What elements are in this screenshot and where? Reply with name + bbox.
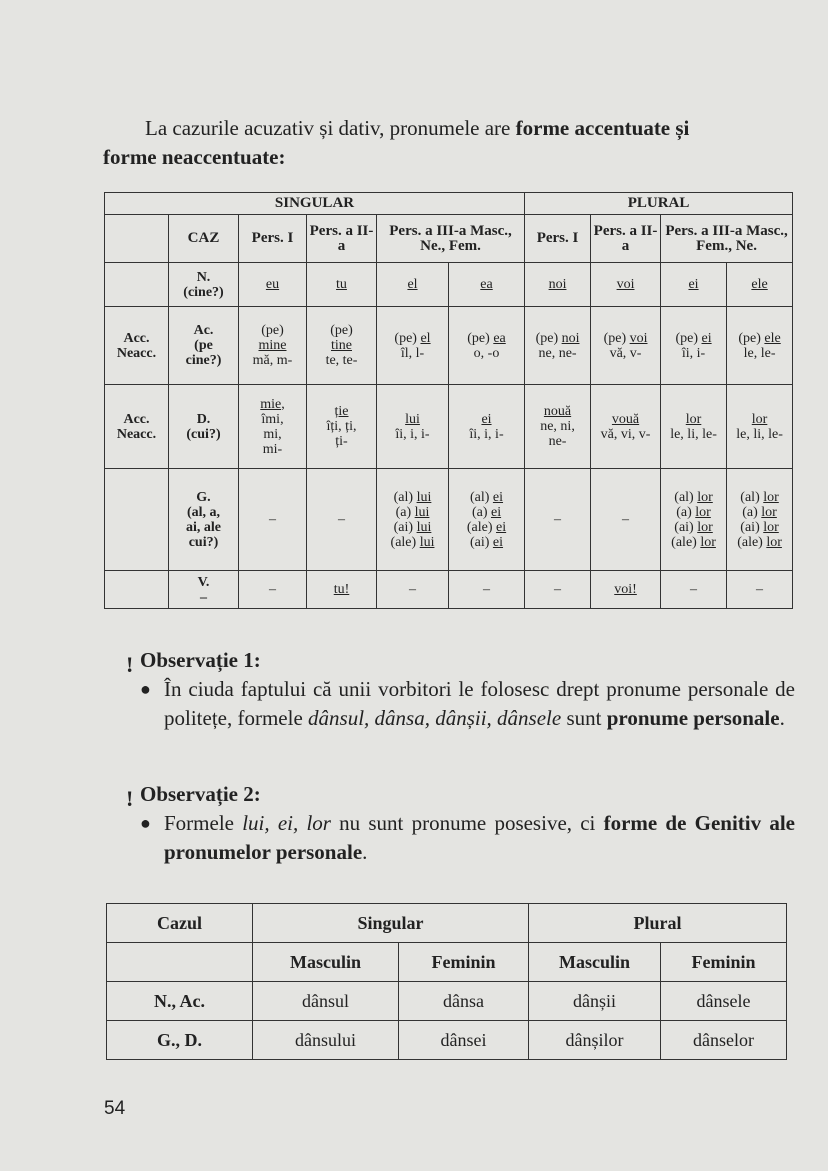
accented-form: noi: [548, 277, 567, 292]
cell-prefix: (al): [393, 489, 417, 505]
accented-form: lor: [763, 489, 779, 505]
intro-text: La cazurile acuzativ și dativ, pronumele are: [145, 116, 516, 140]
accented-form: lor: [700, 534, 716, 550]
accented-form: lui: [414, 504, 430, 520]
cell-line: (pe): [330, 323, 353, 338]
accented-form: ele: [764, 330, 781, 346]
header-sg-pers3: Pers. a III-a Masc., Ne., Fem.: [377, 215, 525, 263]
cell-line: –: [690, 582, 698, 597]
singular-header: SINGULAR: [105, 193, 525, 215]
cell-line: Neacc.: [116, 426, 157, 442]
cell-prefix: (pe): [675, 330, 702, 346]
header-masculin: Masculin: [253, 943, 399, 982]
cell-line: –: [200, 589, 207, 605]
pronoun-cell: [591, 469, 661, 571]
cell-line: o, -o: [473, 345, 500, 361]
intro-bold-2: forme neaccentuate:: [103, 145, 286, 169]
observation-title: Observație 2:: [140, 782, 261, 806]
pronoun-cell: [525, 307, 591, 385]
pronoun-cell: [727, 263, 793, 307]
value-cell: dânșii: [529, 982, 661, 1021]
cell-line: cui?): [188, 534, 219, 550]
cell-line: le, li, le-: [736, 426, 783, 442]
pronoun-cell: [239, 469, 307, 571]
header-masculin: Masculin: [529, 943, 661, 982]
cell-prefix: (pe): [394, 330, 421, 346]
pronoun-cell: [377, 469, 449, 571]
value-cell: dânșilor: [529, 1021, 661, 1060]
cell-line: mă, m-: [252, 353, 293, 368]
form-label-cell: [105, 263, 169, 307]
accented-form: lor: [695, 504, 711, 520]
accented-form: ție: [334, 404, 349, 419]
table-row: [105, 469, 793, 571]
cell-line: cine?): [185, 353, 222, 368]
cell-prefix: (a): [471, 504, 491, 520]
form-label-cell: [105, 307, 169, 385]
value-cell: dânsei: [399, 1021, 529, 1060]
pronoun-cell: [591, 263, 661, 307]
cell-line: D.: [196, 411, 211, 427]
accented-form: tu: [336, 277, 347, 292]
cell-prefix: (al): [469, 489, 493, 505]
pronoun-cell: [661, 263, 727, 307]
cell-line: N.: [196, 269, 211, 285]
cell-prefix: (ale): [671, 534, 701, 550]
header-pl-pers2: Pers. a II-a: [591, 215, 661, 263]
accented-form: tine: [331, 338, 352, 353]
accented-form: lor: [685, 411, 702, 427]
form-label-cell: [105, 571, 169, 609]
pronoun-cell: [661, 469, 727, 571]
pronoun-cell: [591, 385, 661, 469]
pronoun-cell: [727, 571, 793, 609]
header-plural: Plural: [529, 904, 787, 943]
cell-line: îi, i-: [681, 345, 706, 361]
case-cell: [169, 571, 239, 609]
value-cell: dânselor: [661, 1021, 787, 1060]
accented-form: lui: [416, 519, 432, 535]
cell-line: ți-: [335, 434, 348, 449]
accented-form: ei: [701, 330, 712, 346]
cell-line: mi,: [263, 426, 282, 442]
exclamation-icon: !: [126, 652, 134, 677]
plural-header: PLURAL: [525, 193, 793, 215]
pronoun-cell: [525, 385, 591, 469]
pronoun-cell: [727, 385, 793, 469]
blank-cell: [107, 943, 253, 982]
dansul-table: [106, 903, 787, 1060]
exclamation-icon: !: [126, 786, 134, 811]
cell-line: îmi,: [261, 411, 284, 427]
pronoun-cell: [525, 469, 591, 571]
obs-italic: dânsul, dânsa, dânșii, dânsele: [308, 706, 562, 730]
pronoun-cell: [525, 263, 591, 307]
header-cazul: Cazul: [107, 904, 253, 943]
cell-prefix: (al): [740, 489, 764, 505]
pronoun-cell: [307, 571, 377, 609]
cell-line: –: [338, 512, 345, 527]
pronoun-cell: [661, 385, 727, 469]
accented-form: lor: [766, 534, 782, 550]
cell-line: îi, i, i-: [395, 426, 430, 442]
obs-text: Formele: [164, 811, 243, 835]
obs-text: .: [779, 706, 785, 730]
pronoun-cell: [239, 571, 307, 609]
table-row: [105, 263, 793, 307]
accented-form: ele: [751, 277, 768, 292]
header-pl-pers3: Pers. a III-a Masc., Fem., Ne.: [661, 215, 793, 263]
pronoun-cell: [727, 307, 793, 385]
cell-line: ne, ni,: [540, 419, 575, 434]
pronoun-cell: [591, 307, 661, 385]
header-sg-pers2: Pers. a II-a: [307, 215, 377, 263]
cell-prefix: (ale): [737, 534, 767, 550]
cell-prefix: (a): [742, 504, 762, 520]
cell-prefix: (al): [674, 489, 698, 505]
accented-form: mie,: [260, 396, 285, 412]
cell-line: îl, l-: [400, 345, 425, 361]
value-cell: dânsele: [661, 982, 787, 1021]
accented-form: lui: [419, 534, 435, 550]
table-row: [107, 1021, 787, 1060]
pronoun-cell: [239, 263, 307, 307]
cell-line: ai, ale: [186, 519, 221, 535]
intro-paragraph: [103, 114, 793, 172]
cell-line: Neacc.: [116, 345, 157, 361]
cell-line: (al, a,: [186, 504, 221, 520]
pronoun-cell: [377, 307, 449, 385]
cell-line: –: [554, 582, 562, 597]
table-row: [107, 982, 787, 1021]
accented-form: noi: [561, 330, 580, 346]
header-pl-pers1: Pers. I: [525, 215, 591, 263]
accented-form: tu!: [333, 582, 350, 597]
observation-1: [126, 646, 795, 733]
cell-prefix: (pe): [738, 330, 765, 346]
pronoun-cell: [449, 571, 525, 609]
pronoun-cell: [591, 571, 661, 609]
cell-prefix: (pe): [603, 330, 630, 346]
accented-form: lor: [697, 519, 713, 535]
cell-prefix: (ai): [469, 534, 493, 550]
blank-cell: [105, 215, 169, 263]
value-cell: dânsului: [253, 1021, 399, 1060]
cell-prefix: (ai): [740, 519, 764, 535]
cell-line: mi-: [262, 441, 283, 457]
observation-2: [126, 780, 795, 867]
accented-form: ei: [492, 534, 504, 550]
cell-line: –: [269, 582, 276, 597]
accented-form: el: [407, 277, 418, 292]
cell-line: îi, i, i-: [469, 426, 504, 442]
cell-line: (cui?): [186, 426, 221, 442]
cell-line: ne-: [548, 434, 567, 449]
table-row: [105, 571, 793, 609]
value-cell: dânsa: [399, 982, 529, 1021]
page-number: 54: [104, 1098, 126, 1119]
cell-line: –: [269, 512, 276, 527]
cell-line: le, le-: [743, 345, 776, 361]
pronoun-cell: [377, 385, 449, 469]
value-cell: dânsul: [253, 982, 399, 1021]
cell-line: Ac.: [193, 323, 214, 338]
accented-form: ea: [493, 330, 506, 346]
table-row: [105, 385, 793, 469]
pronoun-cell: [239, 307, 307, 385]
header-caz: CAZ: [169, 215, 239, 263]
pronoun-cell: [307, 385, 377, 469]
form-label-cell: [105, 469, 169, 571]
cell-line: ne, ne-: [538, 345, 577, 361]
cell-line: Acc.: [123, 330, 150, 346]
pronoun-cell: [661, 307, 727, 385]
case-cell: [169, 385, 239, 469]
pronoun-cell: [377, 571, 449, 609]
cell-line: îți, ți,: [326, 419, 357, 434]
accented-form: voi: [629, 330, 648, 346]
pronoun-cell: [307, 263, 377, 307]
header-feminin: Feminin: [661, 943, 787, 982]
cell-line: –: [756, 582, 764, 597]
pronoun-cell: [377, 263, 449, 307]
case-cell: [169, 307, 239, 385]
obs-bold: pronume personale: [606, 706, 780, 730]
accented-form: lor: [751, 411, 768, 427]
cell-prefix: (a): [395, 504, 415, 520]
accented-form: ei: [688, 277, 699, 292]
cell-line: V.: [197, 574, 210, 590]
intro-bold: forme accentuate și: [515, 116, 690, 140]
accented-form: voi!: [614, 582, 637, 597]
accented-form: ei: [492, 489, 504, 505]
cell-prefix: (ai): [393, 519, 417, 535]
cell-line: le, li, le-: [670, 426, 717, 442]
pronoun-cell: [449, 307, 525, 385]
header-feminin: Feminin: [399, 943, 529, 982]
accented-form: eu: [265, 277, 280, 292]
pronoun-cell: [661, 571, 727, 609]
cell-prefix: (ale): [390, 534, 420, 550]
accented-form: nouă: [543, 404, 572, 419]
accented-form: voi: [616, 277, 635, 292]
obs-text: nu sunt pronume posesive, ci: [330, 811, 604, 835]
obs-text: sunt: [561, 706, 607, 730]
cell-line: Acc.: [123, 411, 150, 427]
cell-line: (cine?): [183, 284, 224, 300]
form-label-cell: [105, 385, 169, 469]
cell-line: –: [554, 512, 562, 527]
pronoun-cell: [307, 307, 377, 385]
cell-line: te, te-: [325, 353, 358, 368]
table-row: [105, 307, 793, 385]
accented-form: ea: [480, 277, 493, 292]
accented-form: lor: [697, 489, 713, 505]
cell-prefix: (ale): [466, 519, 497, 535]
header-singular: Singular: [253, 904, 529, 943]
cell-prefix: (a): [676, 504, 696, 520]
bullet-icon: ●: [140, 813, 151, 833]
cell-prefix: (ai): [674, 519, 698, 535]
pronoun-cell: [449, 469, 525, 571]
accented-form: el: [420, 330, 431, 346]
obs-text: .: [362, 840, 368, 864]
accented-form: vouă: [611, 411, 640, 427]
accented-form: lui: [405, 411, 420, 427]
cell-line: G.: [196, 489, 211, 505]
case-cell: G., D.: [107, 1021, 253, 1060]
cell-line: –: [409, 582, 416, 597]
pronoun-table: [104, 192, 793, 609]
cell-line: vă, vi, v-: [600, 426, 651, 442]
pronoun-cell: [239, 385, 307, 469]
pronoun-cell: [449, 385, 525, 469]
pronoun-cell: [449, 263, 525, 307]
pronoun-cell: [727, 469, 793, 571]
accented-form: ei: [490, 504, 502, 520]
accented-form: lor: [761, 504, 777, 520]
cell-line: (pe): [261, 323, 284, 338]
cell-line: –: [483, 582, 491, 597]
observation-title: Observație 1:: [140, 648, 261, 672]
obs-italic: lui, ei, lor: [242, 811, 331, 835]
accented-form: lor: [763, 519, 779, 535]
pronoun-cell: [525, 571, 591, 609]
obs-bold: forme de Genitiv ale pronumelor personale: [164, 811, 795, 864]
cell-prefix: (pe): [535, 330, 562, 346]
obs-text: În ciuda faptului că unii vorbitori le folosesc drept pronume personale de politețe, formele: [164, 677, 795, 730]
accented-form: ei: [481, 411, 492, 427]
pronoun-cell: [307, 469, 377, 571]
cell-prefix: (pe): [467, 330, 494, 346]
bullet-icon: ●: [140, 679, 151, 699]
header-sg-pers1: Pers. I: [239, 215, 307, 263]
case-cell: [169, 263, 239, 307]
case-cell: [169, 469, 239, 571]
cell-line: –: [622, 512, 630, 527]
accented-form: ei: [496, 519, 507, 535]
accented-form: mine: [258, 338, 287, 353]
cell-line: (pe: [194, 338, 213, 353]
accented-form: lui: [416, 489, 432, 505]
cell-line: vă, v-: [609, 345, 642, 361]
case-cell: N., Ac.: [107, 982, 253, 1021]
